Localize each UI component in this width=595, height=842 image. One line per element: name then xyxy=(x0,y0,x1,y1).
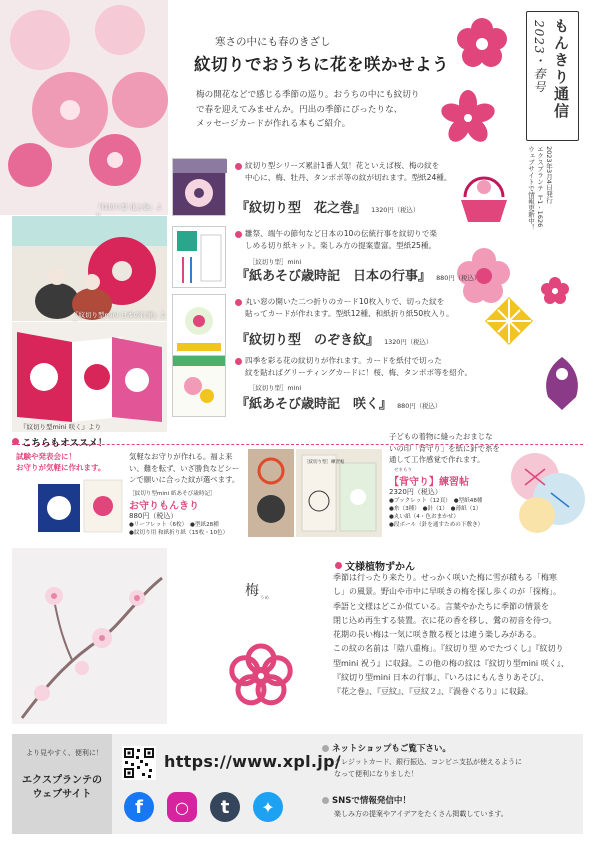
paper-flower-illustration xyxy=(0,0,168,215)
facebook-glyph: f xyxy=(135,796,143,818)
semamori-items xyxy=(389,497,483,529)
shop-text xyxy=(334,756,522,780)
practice-book-image xyxy=(296,449,382,537)
item-line: ●丸い紙（4・色おまかせ） xyxy=(389,514,459,520)
item-line: ●段ボール（針を通すための下敷き） xyxy=(389,522,484,528)
sns-text: 楽しみ方の提案やアイデアをたくさん掲載しています。 xyxy=(334,810,508,818)
info-line: ウェブサイトで情報更新中！ xyxy=(527,146,535,231)
bullet-icon xyxy=(235,299,242,306)
product-price: 1320円（税込） xyxy=(384,338,433,346)
omamori-cover-art xyxy=(38,478,126,536)
plant-text-line: 閉じ込め再生する装置。衣に花の香を移し、鶯の初音を待つ。 xyxy=(333,615,557,625)
book-cover-saku xyxy=(172,355,226,417)
product-price: 880円（税込） xyxy=(397,402,442,410)
book-cover-hananomaki xyxy=(172,158,226,216)
intro-line: メッセージカードが作れる本もご紹介。 xyxy=(196,119,351,129)
practice-book-label: ［紋切り型］練習帖 xyxy=(304,460,345,465)
info-line: 2023年3月4日発行 xyxy=(545,146,553,204)
plant-text-line: この紋の名前は「陰八重梅」。『紋切り型 めでたづくし』『紋切り xyxy=(333,644,564,654)
hina-doll-illustration xyxy=(12,216,167,321)
instagram-glyph: ○ xyxy=(175,797,189,817)
semamori-description xyxy=(389,431,507,466)
page-title: 紋切りでおうちに花を咲かせよう xyxy=(194,55,449,74)
bullet-icon xyxy=(322,797,329,804)
product-title-row xyxy=(236,329,432,348)
sns-heading xyxy=(322,794,411,806)
promo-line: お守りが気軽に作れます。 xyxy=(16,463,106,472)
desc-line: い、難を転ず、いざ勝負などシー xyxy=(129,463,240,473)
newsletter-info xyxy=(526,146,553,246)
newsletter-masthead xyxy=(526,11,579,141)
product-series: ［紋切り型］mini xyxy=(249,258,302,266)
product-title-row xyxy=(236,393,441,412)
footer-site-label xyxy=(22,774,102,802)
photo-caption: 『紋切り型mini 日本の行事』よ xyxy=(72,311,167,319)
desc-line: 気軽なお守りが作れる。福よ来 xyxy=(129,452,233,461)
bullet-icon xyxy=(235,358,242,365)
omamori-series: ［紋切り型mini 紙あそび歳時記］ xyxy=(129,491,216,497)
promo-line: 試験や発表会に！ xyxy=(16,452,76,461)
photo-paper-flowers xyxy=(0,0,168,215)
book-cover-art xyxy=(173,295,225,355)
book-cover-art xyxy=(173,356,225,416)
header-intro xyxy=(196,88,441,132)
plant-text-line: 型mini 祝う』に収録。この他の梅の紋は『紋切り型mini 咲く』、 xyxy=(333,658,569,668)
book-cover-nihon-no-gyoji xyxy=(172,226,226,288)
product-title: 『紙あそび歳時記 日本の行事』 xyxy=(236,269,432,284)
desc-line: 四季を彩る花の紋切りが作れます。カードを紙付で切った xyxy=(245,356,442,365)
product-description xyxy=(235,228,517,252)
info-line: エクスプランテ 〒1 - 1626 xyxy=(536,146,544,228)
semamori-ruby: せまもり xyxy=(394,468,412,473)
plant-text-line: 季節は行ったり来たり。せっかく咲いた梅に雪が積もる「梅寒 xyxy=(333,573,557,582)
bullet-icon xyxy=(12,438,19,445)
omamori-items xyxy=(129,521,228,537)
site-label-line: エクスプランテの xyxy=(22,775,102,786)
desc-line: 貼ってカードが作れます。型紙12種、和紙折り紙50枚入り。 xyxy=(245,309,454,318)
omamori-title: お守りもんきり xyxy=(129,501,199,512)
recommend-heading-text: こちらもオススメ！ xyxy=(22,438,108,449)
product-title: 『紋切り型 のぞき紋』 xyxy=(236,333,380,348)
photo-hina-dolls xyxy=(12,216,167,321)
tumblr-icon[interactable] xyxy=(210,792,240,822)
photo-plum-blossoms xyxy=(12,548,167,724)
twitter-glyph: ✦ xyxy=(261,797,275,817)
plant-ruby: うめ xyxy=(260,596,269,601)
semamori-stitch-image xyxy=(507,449,587,535)
intro-line: 梅の開花などで感じる季節の巡り。おうちの中にも紋切り xyxy=(196,90,420,100)
crane-mon-icon xyxy=(538,352,586,414)
site-label-line: ウェブサイト xyxy=(32,789,92,800)
desc-line: 中心に、梅、牡丹、タンポポ等の紋が切れます。型紙24種。 xyxy=(245,173,452,182)
desc-line: 子どもの着物に縫ったおまじな xyxy=(389,432,493,441)
desc-line: 通して工作感覚で作れます。 xyxy=(389,455,485,464)
desc-line: 紋切り型シリーズ累計1番人気！花といえば桜、梅の紋を xyxy=(245,161,440,170)
bullet-icon xyxy=(235,163,242,170)
instagram-icon[interactable] xyxy=(167,792,197,822)
header-subtitle: 寒さの中にも春のきざし xyxy=(215,36,331,48)
footer-site-block xyxy=(12,734,112,834)
qr-code-icon[interactable] xyxy=(122,746,156,780)
omamori-product-image xyxy=(38,478,126,536)
shop-heading-text: ネットショップもご覧下さい。 xyxy=(332,744,451,754)
bullet-icon xyxy=(335,562,342,569)
product-description xyxy=(235,160,517,184)
photo-caption: 『紋切り型mini 咲く』より xyxy=(20,423,102,431)
footer-tagline: より見やすく、便利に！ xyxy=(26,749,103,757)
small-plum-mon-icon xyxy=(540,276,570,306)
sns-heading-text: SNSで情報発信中！ xyxy=(332,796,411,806)
intro-line: で春を迎えてみませんか。円出の季節にぴったりな、 xyxy=(196,104,403,115)
shop-heading xyxy=(322,742,451,754)
plant-text xyxy=(333,571,585,700)
product-series: ［紋切り型］mini xyxy=(249,384,302,392)
plant-text-line: 『紋切り型mini 日本の行事』、『いろはにもんきりあそび』、 xyxy=(333,673,549,683)
newsletter-name: もんきり通信 xyxy=(552,18,570,120)
desc-line: しめる切り紙キット。楽しみ方の提案豊富。型紙25種。 xyxy=(245,241,437,250)
plum-mon-large-icon xyxy=(225,640,297,712)
item-line: ●リーフレット（6枚） ●型紙28種 xyxy=(129,522,219,528)
newsletter-issue: 2023・春号 xyxy=(532,20,546,94)
plum-blossom-mon-icon xyxy=(452,14,512,74)
product-price: 1320円（税込） xyxy=(371,206,420,214)
desc-line: ンで願いに合った紋が選べます。 xyxy=(129,475,240,484)
semamori-title: 【背守り】練習帖 xyxy=(389,477,469,488)
item-line: ●紋切り用 和紙折り紙（15枚・10色） xyxy=(129,530,229,536)
plant-text-line: し」の風景。野山や市中に早咲きの梅を探し歩くのが「探梅」。 xyxy=(333,587,561,597)
plant-name: 梅 xyxy=(245,583,259,599)
omamori-description xyxy=(129,451,249,486)
item-line: ●ブックレット（12頁） ●型紙48種 xyxy=(389,498,483,504)
shop-text-line: なって便利になりました！ xyxy=(334,770,418,778)
product-title-row xyxy=(236,265,480,284)
desc-line: 紋を貼ればグリーティングカードに！桜、梅、タンポポ等を紹介。 xyxy=(245,368,473,377)
plant-text-line: 『花之巻』、『豆紋』、『豆紋２』、『渦巻ぐるり』に収録。 xyxy=(333,687,533,697)
facebook-icon[interactable] xyxy=(124,792,154,822)
desc-line: 雛祭、端午の節句など日本の10の伝統行事を紋切りで楽 xyxy=(245,229,437,238)
product-title: 『紙あそび歳時記 咲く』 xyxy=(236,397,393,412)
semamori-price: 2320円（税込） xyxy=(389,488,442,496)
item-line: ●糸（3種） ●針（1） ●薄紙（1） xyxy=(389,506,482,512)
website-url-link[interactable]: https://www.xpl.jp/ xyxy=(164,752,341,771)
book-cover-art xyxy=(173,173,225,213)
footer xyxy=(12,734,583,834)
product-description xyxy=(235,355,517,379)
book-cover-art xyxy=(173,227,225,287)
plant-heading-text: 文様植物ずかん xyxy=(345,562,415,573)
omamori-cutout-image xyxy=(248,449,294,537)
desc-line: 丸い窓の開いた二つ折りのカード10枚入りで、切った紋を xyxy=(245,297,445,306)
product-title-row xyxy=(236,197,419,216)
bullet-icon xyxy=(235,231,242,238)
product-title: 『紋切り型 花之巻』 xyxy=(236,201,367,216)
twitter-icon[interactable] xyxy=(253,792,283,822)
photo-caption: 『紋切り型 花之巻』よ xyxy=(95,203,163,211)
plant-text-line: 季語と文様はどこか似ている。言葉やかたちに季節の情景を xyxy=(333,601,549,611)
omamori-price: 880円（税込） xyxy=(129,512,178,520)
bullet-icon xyxy=(322,745,329,752)
cherry-blossom-mon-icon xyxy=(438,88,498,148)
tumblr-glyph: t xyxy=(220,796,230,818)
recommend-promo xyxy=(16,451,105,473)
shop-text-line: クレジットカード、銀行振込、コンビニ支払が使えるように xyxy=(334,758,522,766)
plant-text-line: 花期の長い梅は一気に咲き散る桜とは違う楽しみがある。 xyxy=(333,630,541,640)
book-cover-nozokimon xyxy=(172,294,226,356)
plum-blossom-illustration xyxy=(12,548,167,724)
greeting-card-illustration xyxy=(12,322,167,432)
desc-line: いの印「背守り」を紙に針で糸を xyxy=(389,443,500,453)
product-description xyxy=(235,296,517,320)
product-price: 880円（税込） xyxy=(436,274,481,282)
photo-greeting-cards xyxy=(12,322,167,432)
cutout-art xyxy=(248,449,294,537)
